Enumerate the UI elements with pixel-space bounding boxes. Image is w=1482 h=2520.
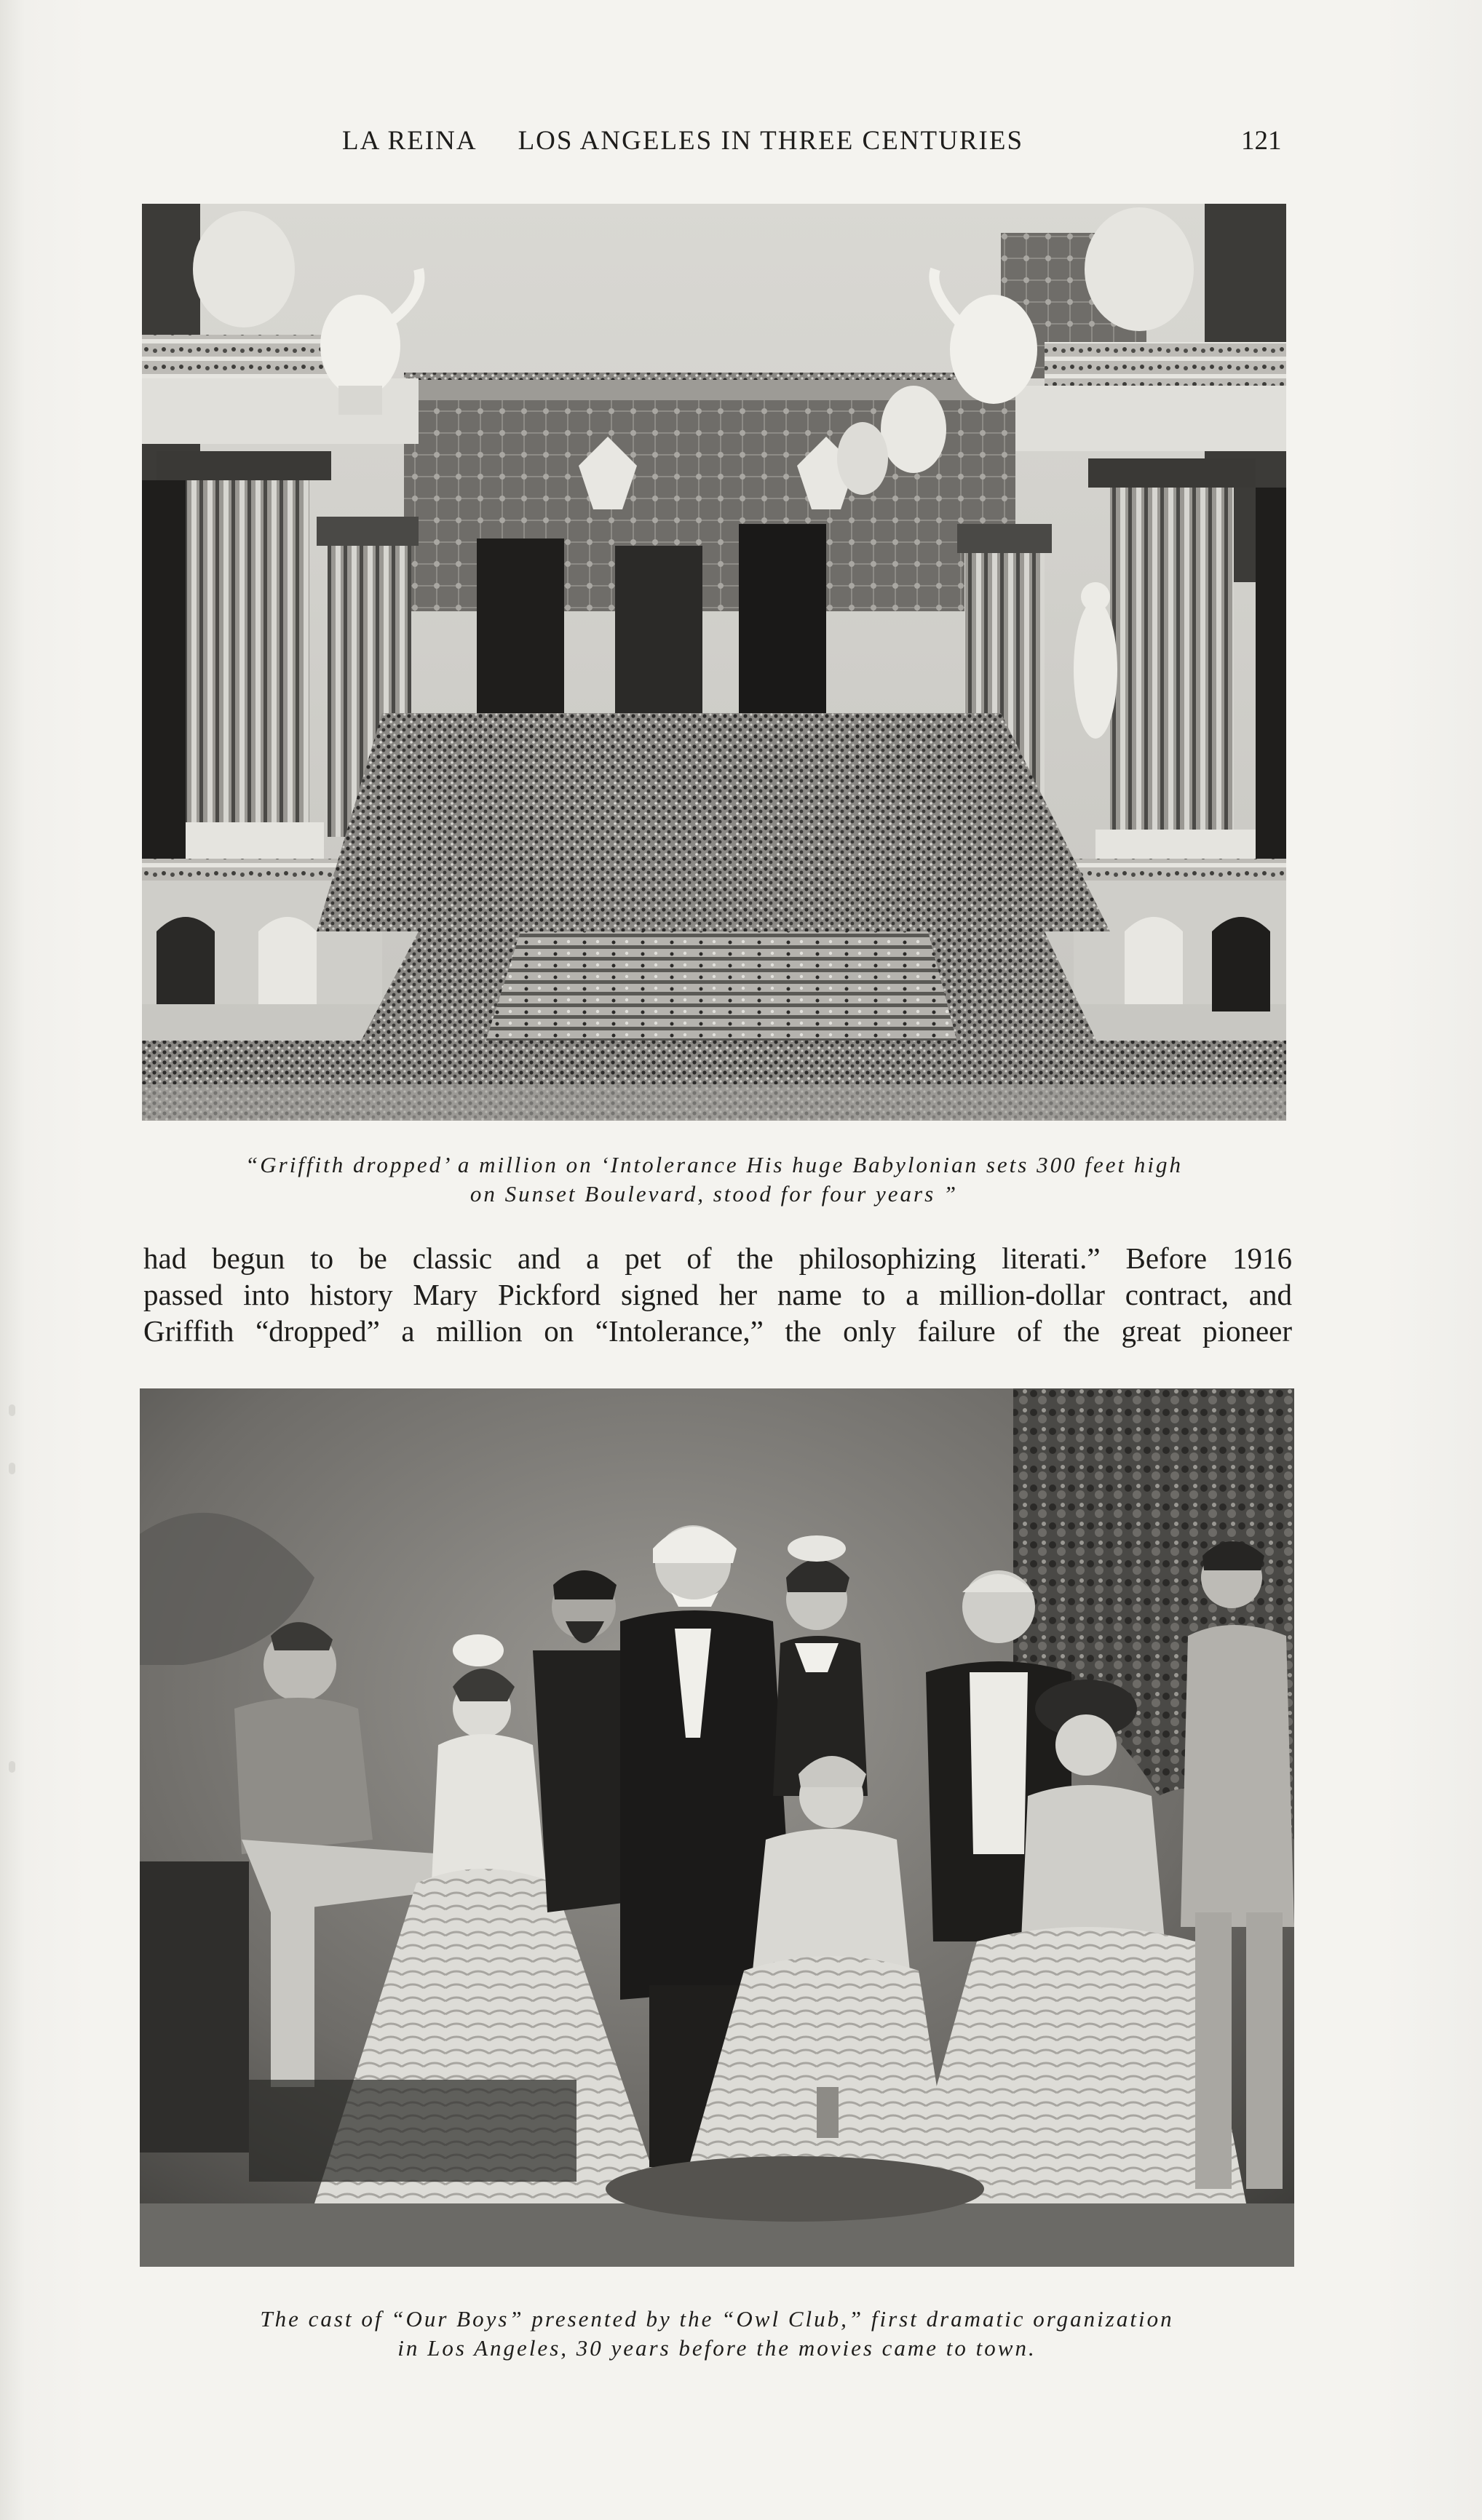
- top-caption-line-2: on Sunset Boulevard, stood for four years ”: [469, 1181, 959, 1207]
- running-head-title: LOS ANGELES IN THREE CENTURIES: [518, 126, 1024, 156]
- bottom-photo-caption: [140, 2305, 1294, 2363]
- intolerance-set-illustration: [142, 204, 1286, 1121]
- body-line-2: passed into history Mary Pickford signed her name to a million-dollar contract, and: [143, 1278, 1292, 1311]
- cast-group-illustration: [140, 1388, 1294, 2267]
- running-head: [342, 125, 1023, 156]
- intolerance-set-photo: [142, 204, 1286, 1121]
- running-head-left: LA REINA: [342, 126, 478, 156]
- bottom-caption-line-1: The cast of “Our Boys” presented by the “Owl Club,” first dramatic organization: [260, 2306, 1174, 2332]
- top-photo-caption: [142, 1150, 1286, 1209]
- bottom-caption-line-2: in Los Angeles, 30 years before the movies came to town.: [397, 2335, 1037, 2361]
- body-paragraph: [143, 1240, 1292, 1349]
- top-caption-line-1: “Griffith dropped’ a million on ‘Intolerance His huge Babylonian sets 300 feet high: [245, 1152, 1183, 1177]
- page-number: 121: [1241, 126, 1282, 156]
- body-line-1: had begun to be classic and a pet of the philosophizing literati.” Before 1916: [143, 1241, 1292, 1275]
- body-line-3: Griffith “dropped” a million on “Intolerance,” the only failure of the great pioneer: [143, 1314, 1292, 1348]
- our-boys-cast-photo: [140, 1388, 1294, 2267]
